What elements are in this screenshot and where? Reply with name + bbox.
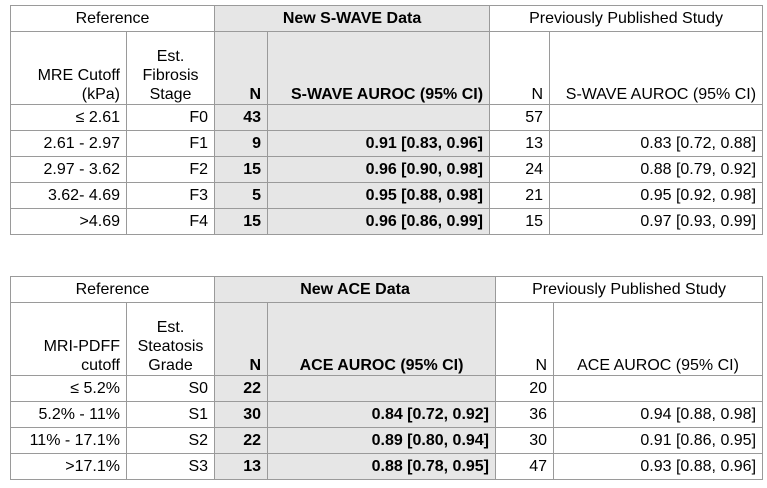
auroc-new-cell bbox=[268, 376, 496, 402]
n-new-column-header: N bbox=[215, 303, 268, 376]
n-previous-cell: 36 bbox=[496, 402, 554, 428]
stage-header-line: Fibrosis bbox=[142, 67, 199, 84]
n-previous-cell: 21 bbox=[490, 183, 550, 209]
stage-cell: S1 bbox=[127, 402, 215, 428]
n-new-cell: 15 bbox=[215, 157, 268, 183]
n-new-cell: 9 bbox=[215, 131, 268, 157]
auroc-new-cell: 0.95 [0.88, 0.98] bbox=[268, 183, 490, 209]
previous-study-group-header: Previously Published Study bbox=[496, 277, 763, 303]
ace-table bbox=[10, 276, 763, 480]
stage-cell: S2 bbox=[127, 428, 215, 454]
auroc-previous-cell: 0.95 [0.92, 0.98] bbox=[550, 183, 763, 209]
auroc-previous-column-header: S-WAVE AUROC (95% CI) bbox=[550, 32, 763, 105]
n-previous-column-header: N bbox=[496, 303, 554, 376]
n-new-column-header: N bbox=[215, 32, 268, 105]
cutoff-column-header bbox=[11, 303, 127, 376]
stage-cell: F2 bbox=[127, 157, 215, 183]
n-new-cell: 13 bbox=[215, 454, 268, 480]
auroc-new-cell bbox=[268, 105, 490, 131]
cutoff-header-line: cutoff bbox=[81, 357, 120, 374]
cutoff-cell: >17.1% bbox=[11, 454, 127, 480]
table-row bbox=[11, 209, 763, 235]
column-header-row bbox=[11, 303, 763, 376]
auroc-new-cell: 0.91 [0.83, 0.96] bbox=[268, 131, 490, 157]
n-previous-cell: 30 bbox=[496, 428, 554, 454]
stage-header-line: Grade bbox=[148, 357, 193, 374]
auroc-previous-cell: 0.83 [0.72, 0.88] bbox=[550, 131, 763, 157]
n-previous-column-header: N bbox=[490, 32, 550, 105]
auroc-new-column-header: S-WAVE AUROC (95% CI) bbox=[268, 32, 490, 105]
previous-study-group-header: Previously Published Study bbox=[490, 6, 763, 32]
auroc-previous-cell: 0.97 [0.93, 0.99] bbox=[550, 209, 763, 235]
table-row bbox=[11, 183, 763, 209]
swave-table bbox=[10, 5, 763, 235]
group-header-row bbox=[11, 6, 763, 32]
stage-cell: F1 bbox=[127, 131, 215, 157]
stage-header-line: Stage bbox=[149, 86, 192, 103]
n-new-cell: 22 bbox=[215, 428, 268, 454]
n-new-cell: 30 bbox=[215, 402, 268, 428]
cutoff-cell: ≤ 2.61 bbox=[11, 105, 127, 131]
auroc-previous-cell: 0.91 [0.86, 0.95] bbox=[554, 428, 763, 454]
table-row bbox=[11, 131, 763, 157]
cutoff-header-line: (kPa) bbox=[81, 86, 120, 103]
auroc-previous-cell: 0.88 [0.79, 0.92] bbox=[550, 157, 763, 183]
stage-cell: F4 bbox=[127, 209, 215, 235]
auroc-previous-cell bbox=[550, 105, 763, 131]
auroc-previous-cell: 0.94 [0.88, 0.98] bbox=[554, 402, 763, 428]
auroc-new-cell: 0.88 [0.78, 0.95] bbox=[268, 454, 496, 480]
cutoff-cell: 3.62- 4.69 bbox=[11, 183, 127, 209]
group-header-row bbox=[11, 277, 763, 303]
cutoff-cell: 2.97 - 3.62 bbox=[11, 157, 127, 183]
stage-cell: S0 bbox=[127, 376, 215, 402]
n-previous-cell: 15 bbox=[490, 209, 550, 235]
stage-header-line: Est. bbox=[156, 319, 185, 336]
stage-cell: F0 bbox=[127, 105, 215, 131]
auroc-new-cell: 0.96 [0.90, 0.98] bbox=[268, 157, 490, 183]
auroc-previous-cell bbox=[554, 376, 763, 402]
n-previous-cell: 20 bbox=[496, 376, 554, 402]
auroc-previous-cell: 0.93 [0.88, 0.96] bbox=[554, 454, 763, 480]
table-row bbox=[11, 157, 763, 183]
stage-column-header bbox=[127, 32, 215, 105]
new-data-group-header: New ACE Data bbox=[215, 277, 496, 303]
column-header-row bbox=[11, 32, 763, 105]
table-row bbox=[11, 376, 763, 402]
table-row bbox=[11, 454, 763, 480]
stage-cell: S3 bbox=[127, 454, 215, 480]
cutoff-cell: 11% - 17.1% bbox=[11, 428, 127, 454]
n-new-cell: 22 bbox=[215, 376, 268, 402]
stage-header-line: Est. bbox=[156, 48, 185, 65]
cutoff-column-header bbox=[11, 32, 127, 105]
cutoff-header-line: MRI-PDFF bbox=[43, 338, 120, 355]
cutoff-cell: 5.2% - 11% bbox=[11, 402, 127, 428]
n-new-cell: 5 bbox=[215, 183, 268, 209]
n-previous-cell: 24 bbox=[490, 157, 550, 183]
table-row bbox=[11, 402, 763, 428]
stage-header-line: Steatosis bbox=[137, 338, 204, 355]
auroc-new-cell: 0.84 [0.72, 0.92] bbox=[268, 402, 496, 428]
reference-group-header: Reference bbox=[11, 6, 215, 32]
auroc-new-column-header: ACE AUROC (95% CI) bbox=[268, 303, 496, 376]
cutoff-cell: 2.61 - 2.97 bbox=[11, 131, 127, 157]
n-previous-cell: 47 bbox=[496, 454, 554, 480]
new-data-group-header: New S-WAVE Data bbox=[215, 6, 490, 32]
cutoff-cell: >4.69 bbox=[11, 209, 127, 235]
cutoff-header-line: MRE Cutoff bbox=[37, 67, 120, 84]
stage-cell: F3 bbox=[127, 183, 215, 209]
reference-group-header: Reference bbox=[11, 277, 215, 303]
table-row bbox=[11, 105, 763, 131]
n-previous-cell: 57 bbox=[490, 105, 550, 131]
cutoff-cell: ≤ 5.2% bbox=[11, 376, 127, 402]
n-previous-cell: 13 bbox=[490, 131, 550, 157]
auroc-previous-column-header: ACE AUROC (95% CI) bbox=[554, 303, 763, 376]
n-new-cell: 15 bbox=[215, 209, 268, 235]
table-row bbox=[11, 428, 763, 454]
auroc-new-cell: 0.96 [0.86, 0.99] bbox=[268, 209, 490, 235]
auroc-new-cell: 0.89 [0.80, 0.94] bbox=[268, 428, 496, 454]
stage-column-header bbox=[127, 303, 215, 376]
n-new-cell: 43 bbox=[215, 105, 268, 131]
